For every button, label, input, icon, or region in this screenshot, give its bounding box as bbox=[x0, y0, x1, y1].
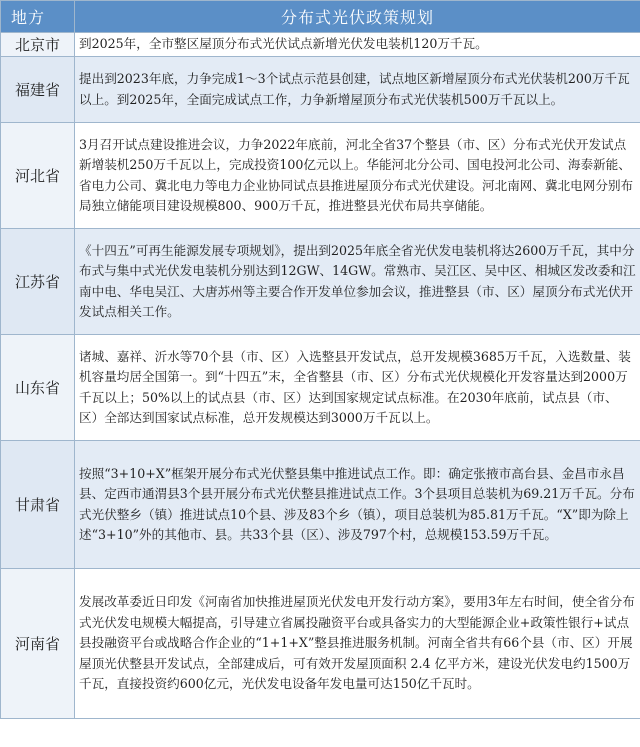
table-row-beijing bbox=[1, 33, 640, 57]
table-row-shandong bbox=[1, 335, 640, 441]
table-row-jiangsu bbox=[1, 229, 640, 335]
region-cell: 江苏省 bbox=[1, 229, 75, 335]
table-row-henan bbox=[1, 569, 640, 719]
policy-cell: 《十四五”可再生能源发展专项规划》，提出到2025年底全省光伏发电装机将达2600万千瓦，其中分布式与集中式光伏发电装机分别达到12GW、14GW。常熟市、吴江区、吴中区、相城区发改委和江南中电、华电吴江、大唐苏州等主要合作开发单位参加会议，推进整县（市、区）屋顶分布式光伏开发试点相关工作。 bbox=[75, 229, 640, 335]
policy-cell: 诸城、嘉祥、沂水等70个县（市、区）入选整县开发试点，总开发规模3685万千瓦，入选数量、装机容量均居全国第一。到“十四五”末，全省整县（市、区）分布式光伏规模化开发容量达到2000万千瓦以上；50%以上的试点县（市、区）达到国家规定试点标准。在2030年底前，试点县（市、区）全部达到国家试点标准，总开发规模达到3000万千瓦以上。 bbox=[75, 335, 640, 441]
region-cell: 甘肃省 bbox=[1, 441, 75, 569]
table-row-gansu bbox=[1, 441, 640, 569]
policy-cell: 发展改革委近日印发《河南省加快推进屋顶光伏发电开发行动方案》，要用3年左右时间，使全省分布式光伏发电规模大幅提高，引导建立省属投融资平台或具备实力的大型能源企业+政策性银行+试点县投融资平台或战略合作企业的“1+1+X”整县推进服务机制。河南全省共有66个县（市、区）开展屋顶光伏整县开发试点，全部建成后，可有效开发屋顶面积 2.4 亿平方米，建设光伏发电约1500万千瓦，直接投资约600亿元，光伏发电设备年发电量可达150亿千瓦时。 bbox=[75, 569, 640, 719]
policy-cell: 到2025年，全市整区屋顶分布式光伏试点新增光伏发电装机120万千瓦。 bbox=[75, 33, 640, 57]
region-cell: 河南省 bbox=[1, 569, 75, 719]
column-header-policy: 分布式光伏政策规划 bbox=[75, 1, 640, 33]
region-cell: 山东省 bbox=[1, 335, 75, 441]
table-row-fujian bbox=[1, 57, 640, 123]
table-row-hebei bbox=[1, 123, 640, 229]
region-cell: 北京市 bbox=[1, 33, 75, 57]
table-header-row bbox=[1, 1, 640, 33]
region-cell: 福建省 bbox=[1, 57, 75, 123]
column-header-region: 地方 bbox=[1, 1, 75, 33]
policy-cell: 按照“3+10+X”框架开展分布式光伏整县集中推进试点工作。即：确定张掖市高台县、金昌市永昌县、定西市通渭县3个县开展分布式光伏整县推进试点工作。3个县项目总装机为69.21万千瓦。分布式光伏整乡（镇）推进试点10个县、涉及83个乡（镇），项目总装机为85.81万千瓦。“X”即为除上述“3+10”外的其他市、县。共33个县（区）、涉及797个村，总规模153.59万千瓦。 bbox=[75, 441, 640, 569]
policy-cell: 提出到2023年底，力争完成1～3个试点示范县创建，试点地区新增屋顶分布式光伏装机200万千瓦以上。到2025年，全面完成试点工作，力争新增屋顶分布式光伏装机500万千瓦以上。 bbox=[75, 57, 640, 123]
region-cell: 河北省 bbox=[1, 123, 75, 229]
policy-cell: 3月召开试点建设推进会议，力争2022年底前，河北全省37个整县（市、区）分布式光伏开发试点新增装机250万千瓦以上，完成投资100亿元以上。华能河北分公司、国电投河北公司、海泰新能、省电力公司、冀北电力等电力企业协同试点县推进屋顶分布式光伏建设。河北南网、冀北电网分别布局独立储能项目建设规模800、900万千瓦，推进整县光伏布局共享储能。 bbox=[75, 123, 640, 229]
